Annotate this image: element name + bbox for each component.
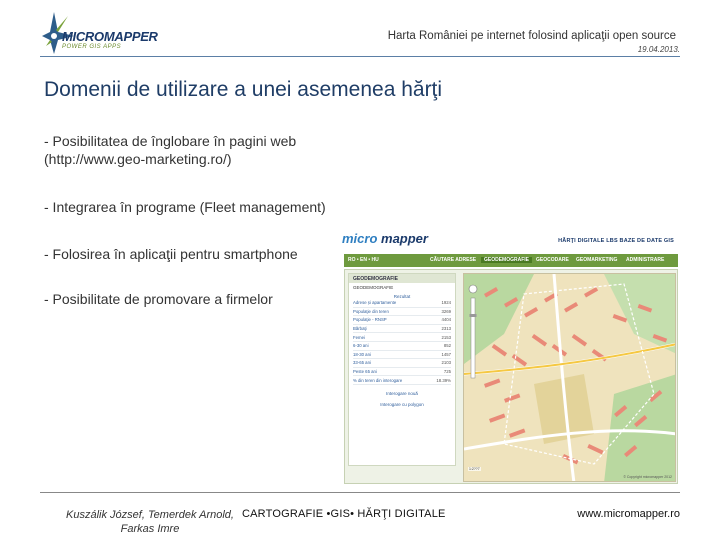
bullet-fleet-management: - Integrarea în programe (Fleet management)	[44, 199, 326, 215]
zoom-slider-icon	[468, 284, 478, 384]
result-row	[353, 325, 451, 334]
geodemography-panel	[348, 273, 456, 466]
result-value: 18.39%	[436, 377, 451, 383]
polygon-query-link[interactable]: Interogare cu polygon	[380, 401, 424, 407]
app-logo-micro: micro	[342, 231, 382, 246]
menu-administration[interactable]: ADMINISTRARE	[626, 257, 665, 263]
result-value: 4404	[441, 317, 451, 323]
app-screenshot	[342, 228, 678, 484]
result-row	[353, 368, 451, 377]
result-label: Populaţie - RNSP	[353, 317, 387, 323]
authors-line-1: Kuszálik József, Temerdek Arnold,	[66, 509, 234, 521]
panel-title: GEODEMOGRAFIE	[353, 285, 394, 290]
result-row	[353, 376, 451, 385]
menu-address-search[interactable]: CĂUTARE ADRESE	[430, 257, 477, 263]
language-switch[interactable]: RO • EN • HU	[348, 257, 379, 263]
zoom-control[interactable]	[468, 284, 478, 384]
result-label: Adrese și apartamente	[353, 300, 397, 306]
result-value: 3269	[441, 308, 451, 314]
result-label: Peste 65 ani	[353, 369, 377, 375]
result-row	[353, 299, 451, 308]
map-canvas	[464, 274, 676, 482]
bullet-web-embedding-url: (http://www.geo-marketing.ro/)	[44, 151, 232, 167]
presentation-date: 19.04.2013.	[637, 45, 680, 54]
micromapper-logo	[40, 10, 158, 56]
result-row	[353, 316, 451, 325]
header-divider	[40, 56, 680, 57]
result-row	[353, 333, 451, 342]
result-label: % din teren din interogare	[353, 377, 403, 383]
bullet-web-embedding: - Posibilitatea de înglobare în pagini web	[44, 133, 297, 149]
app-content	[344, 269, 678, 484]
result-value: 2153	[441, 334, 451, 340]
result-label: 18-30 ani	[353, 351, 371, 357]
result-table	[349, 299, 455, 385]
logo-subtitle: POWER GIS APPS	[62, 44, 122, 50]
result-value: 852	[443, 343, 451, 349]
result-row	[353, 359, 451, 368]
app-logo-mapper: mapper	[381, 231, 428, 246]
map-scale: 1:2??7	[469, 467, 480, 471]
authors-line-2: Farkas Imre	[120, 523, 180, 535]
result-value: 1924	[441, 300, 451, 306]
presentation-title: Harta României pe internet folosind aplicaţii open source	[387, 30, 676, 42]
result-label: 6-30 ani	[353, 343, 369, 349]
bullet-smartphone: - Folosirea în aplicaţii pentru smartphone	[44, 246, 298, 262]
menu-geodemography[interactable]: GEODEMOGRAFIE	[481, 257, 532, 263]
menu-geomarketing[interactable]: GEOMARKETING	[576, 257, 618, 263]
bullet-company-promotion: - Posibilitate de promovare a firmelor	[44, 291, 273, 307]
result-label: Femei	[353, 334, 365, 340]
menu-geocoding[interactable]: GEOCODARE	[536, 257, 569, 263]
new-query-link[interactable]: Interogare nouă	[386, 390, 418, 396]
logo-wordmark: MICROMAPPER	[62, 29, 158, 44]
result-row	[353, 342, 451, 351]
footer-authors	[40, 508, 260, 536]
map-view[interactable]	[463, 273, 676, 482]
footer-divider	[40, 492, 680, 493]
footer-website[interactable]: www.micromapper.ro	[577, 508, 680, 520]
panel-header: GEODEMOGRAFIE	[349, 274, 455, 283]
result-row	[353, 351, 451, 360]
result-value: 1457	[441, 351, 451, 357]
result-row	[353, 308, 451, 317]
result-value: 2313	[441, 326, 451, 332]
app-top-nav[interactable]: HĂRŢI DIGITALE LBS BAZE DE DATE GIS	[558, 238, 674, 244]
result-caption: Rezultat	[393, 294, 411, 299]
map-copyright: © Copyright micromapper 2012	[623, 475, 672, 479]
result-value: 725	[443, 369, 451, 375]
app-menu-bar	[344, 254, 678, 267]
result-label: 33-65 ani	[353, 360, 371, 366]
result-label: Populaţie din teren	[353, 308, 389, 314]
footer-tagline: CARTOGRAFIE •GIS• HĂRŢI DIGITALE	[242, 508, 446, 520]
result-label: Bărbaţi	[353, 326, 367, 332]
app-logo	[342, 231, 428, 246]
slide-title: Domenii de utilizare a unei asemenea hărţi	[44, 78, 443, 101]
result-value: 2103	[441, 360, 451, 366]
